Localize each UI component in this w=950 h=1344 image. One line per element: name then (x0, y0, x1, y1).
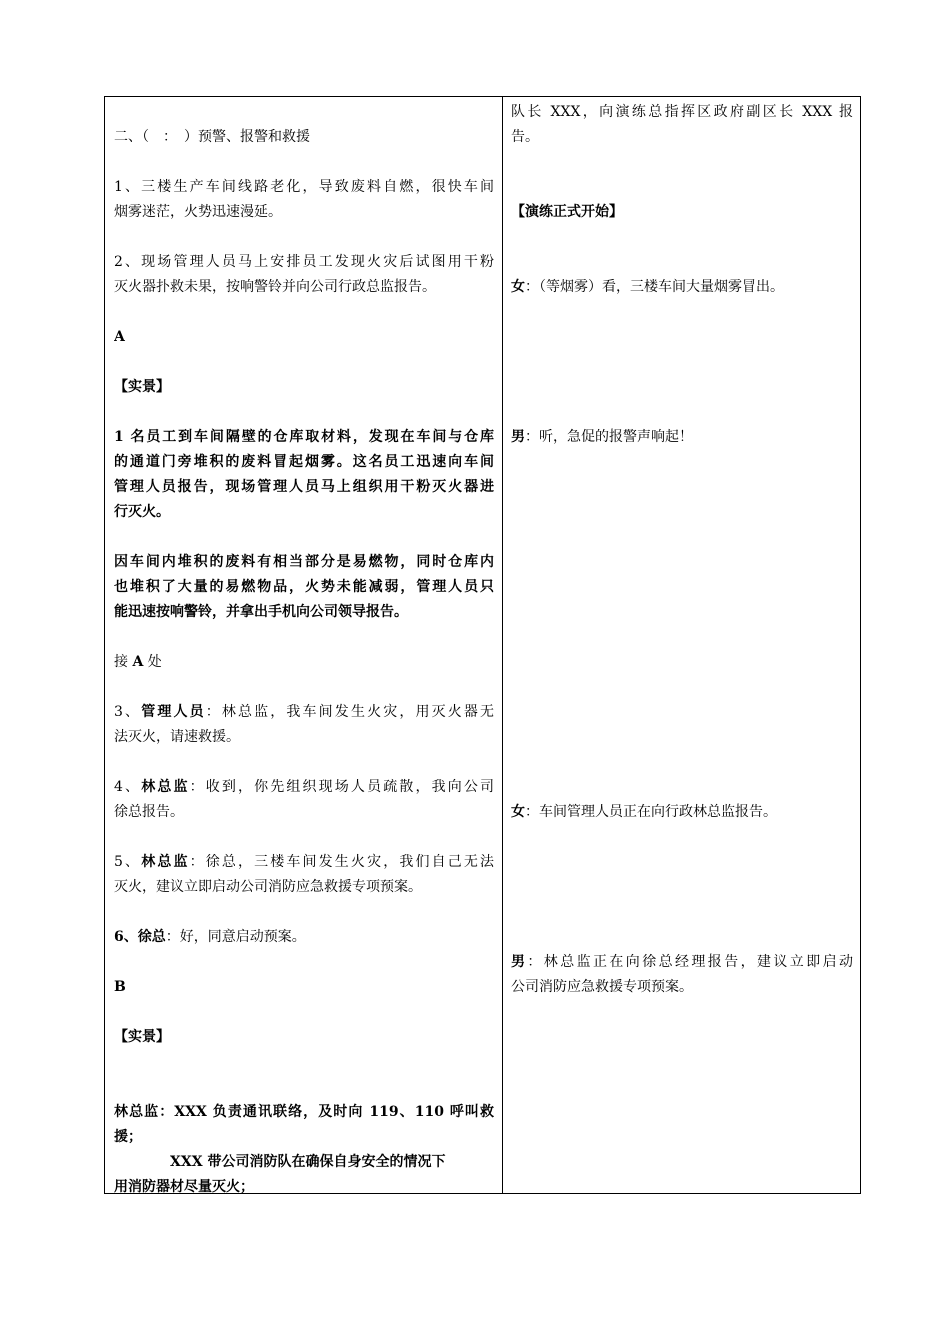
narration-4-line-1 (511, 950, 853, 975)
narration-2-speaker: 男 (511, 429, 525, 445)
right-paragraph-1-line-2: 告。 (511, 129, 539, 145)
dialogue-3-line-1 (114, 700, 494, 725)
dialogue-6 (114, 925, 494, 950)
narration-4-speaker: 男 (511, 954, 528, 970)
paragraph-1-line-1: 1、三楼生产车间线路老化，导致废料自燃，很快车间 (114, 179, 494, 195)
bold-paragraph-1-line-2: 的通道门旁堆积的废料冒起烟雾。这名员工迅速向车间 (114, 454, 494, 470)
right-column (511, 97, 853, 1193)
paragraph-2-line-2: 灭火器扑救未果，按响警铃并向公司行政总监报告。 (114, 279, 436, 295)
left-column (114, 97, 494, 1193)
bold-paragraph-2-line-3: 能迅速按响警铃，并拿出手机向公司领导报告。 (114, 604, 408, 620)
document-table (104, 96, 861, 1194)
narration-3 (511, 800, 853, 825)
narration-2 (511, 425, 853, 450)
dialogue-3-line-2: 法灭火，请速救援。 (114, 729, 240, 745)
right-paragraph-1-line-1: 队长 XXX，向演练总指挥区政府副区长 XXX 报 (511, 104, 853, 120)
section-heading: 二、（ ： ）预警、报警和救援 (114, 129, 310, 145)
bold-paragraph-2-line-1: 因车间内堆积的废料有相当部分是易燃物，同时仓库内 (114, 554, 494, 570)
continue-marker: A (132, 654, 144, 670)
scene-label-2: 【实景】 (114, 1029, 170, 1045)
marker-b: B (114, 979, 126, 995)
dialogue-4-number: 4、 (114, 779, 142, 795)
narration-1-speaker: 女 (511, 279, 525, 295)
dialogue-5-speaker: 林总监 (141, 854, 190, 870)
dialogue-4-speaker: 林总监 (141, 779, 190, 795)
dialogue-5-number: 5、 (114, 854, 142, 870)
narration-3-text: ：车间管理人员正在向行政林总监报告。 (525, 804, 777, 820)
column-divider (502, 97, 503, 1193)
narration-3-speaker: 女 (511, 804, 525, 820)
dialogue-4-line-2: 徐总报告。 (114, 804, 184, 820)
narration-4-text: ：林总监正在向徐总经理报告，建议立即启动 (527, 954, 853, 970)
drill-start-label: 【演练正式开始】 (511, 204, 623, 220)
bold-paragraph-1-line-4: 行灭火。 (114, 504, 170, 520)
bold-paragraph-3-line-1: 林总监：XXX 负责通讯联络，及时向 119、110 呼叫救 (114, 1104, 494, 1120)
dialogue-5-line-1 (114, 850, 494, 875)
paragraph-1-line-2: 烟雾迷茫，火势迅速漫延。 (114, 204, 282, 220)
bold-paragraph-1-line-1: 1 名员工到车间隔壁的仓库取材料，发现在车间与仓库 (114, 429, 494, 445)
dialogue-6-text: ：好，同意启动预案。 (165, 929, 306, 945)
dialogue-4-text: ：收到，你先组织现场人员疏散，我向公司 (189, 779, 494, 795)
dialogue-3-speaker: 管理人员 (141, 704, 206, 720)
continue-prefix: 接 (114, 654, 133, 670)
dialogue-4-line-1 (114, 775, 494, 800)
continue-suffix: 处 (143, 654, 162, 670)
dialogue-6-speaker: 6、徐总 (114, 929, 166, 945)
marker-a: A (114, 329, 125, 345)
bold-paragraph-2-line-2: 也堆积了大量的易燃物品，火势未能减弱，管理人员只 (114, 579, 494, 595)
narration-1-text: ：（等烟雾）看，三楼车间大量烟雾冒出。 (525, 279, 784, 295)
bold-paragraph-1-line-3: 管理人员报告，现场管理人员马上组织用干粉灭火器进 (114, 479, 494, 495)
bold-paragraph-3-line-2: 援； (114, 1129, 142, 1145)
narration-4-line-2: 公司消防应急救援专项预案。 (511, 979, 693, 995)
dialogue-3-number: 3、 (114, 704, 142, 720)
dialogue-3-text: ：林总监，我车间发生火灾，用灭火器无 (205, 704, 494, 720)
dialogue-5-text: ：徐总，三楼车间发生火灾，我们自己无法 (189, 854, 494, 870)
dialogue-5-line-2: 灭火，建议立即启动公司消防应急救援专项预案。 (114, 879, 422, 895)
paragraph-2-line-1: 2、现场管理人员马上安排员工发现火灾后试图用干粉 (114, 254, 494, 270)
scene-label-1: 【实景】 (114, 379, 170, 395)
continue-from-a (114, 650, 494, 675)
narration-1 (511, 275, 853, 300)
narration-2-text: ：听，急促的报警声响起！ (525, 429, 693, 445)
bold-paragraph-4-line-2: 用消防器材尽量灭火； (114, 1179, 254, 1193)
bold-paragraph-4-line-1: XXX 带公司消防队在确保自身安全的情况下 (170, 1154, 446, 1170)
